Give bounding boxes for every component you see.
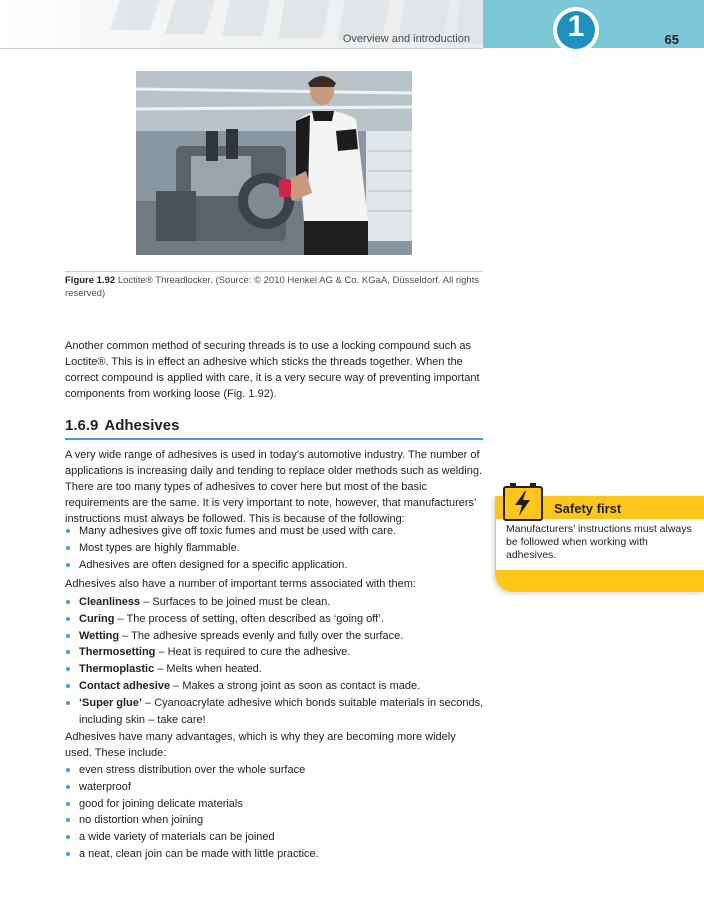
term: Thermoplastic: [79, 663, 155, 676]
term: ‘Super glue’: [79, 696, 142, 709]
terms-list: [65, 594, 485, 728]
list-item: [65, 678, 485, 695]
term: Contact adhesive: [79, 679, 171, 692]
list-item: a neat, clean join can be made with little practice.: [65, 846, 485, 863]
figure-caption-text: Loctite® Threadlocker. (Source: © 2010 Henkel AG & Co. KGaA, Düsseldorf. All rights reserved): [65, 275, 480, 299]
warnings-list: [65, 523, 485, 573]
list-item: [65, 611, 485, 628]
term: Thermosetting: [79, 646, 156, 659]
list-item: [65, 644, 485, 661]
term: Curing: [79, 612, 115, 625]
terms-intro: Adhesives also have a number of important terms associated with them:: [65, 578, 416, 590]
term-definition: – The adhesive spreads evenly and fully over the surface.: [119, 629, 404, 642]
advantages-list: [65, 762, 485, 863]
term-definition: – Surfaces to be joined must be clean.: [140, 596, 331, 608]
chapter-number: 1: [567, 10, 585, 43]
list-item: Most types are highly flammable.: [65, 540, 485, 557]
term-definition: – Makes a strong joint as soon as contact is made.: [170, 679, 421, 692]
safety-title: Safety first: [554, 501, 622, 516]
list-item: [65, 594, 485, 611]
figure-photo-technician-engine: [136, 71, 412, 255]
term-definition: – The process of setting, often described as ‘going off’.: [114, 612, 384, 625]
list-item: no distortion when joining: [65, 812, 485, 829]
section-heading: [65, 417, 483, 440]
list-item: [65, 695, 485, 729]
list-item: Many adhesives give off toxic fumes and must be used with care.: [65, 523, 485, 540]
advantages-intro: Adhesives have many advantages, which is why they are becoming more widely used. These include:: [65, 731, 456, 759]
battery-lightning-icon: [503, 483, 543, 521]
header-rule: [0, 48, 483, 49]
list-item: even stress distribution over the whole surface: [65, 762, 485, 779]
list-item: [65, 628, 485, 645]
term-definition: – Heat is required to cure the adhesive.: [155, 646, 351, 659]
section-title: Adhesives: [104, 417, 180, 434]
intro-paragraph: Another common method of securing threads is to use a locking compound such as Loctite®. This is in effect an adhesive which sticks the threads together. When the correct compound is applied with care, it is a very secure way of preventing important components from working loose (Fig. 1.92).: [65, 340, 480, 400]
figure-caption: [65, 271, 483, 300]
list-item: [65, 661, 485, 678]
safety-text: Manufacturers’ instructions must always be followed when working with adhesives.: [506, 523, 692, 561]
figure-caption-label: Figure 1.92: [65, 275, 116, 286]
term-definition: – Melts when heated.: [154, 663, 262, 676]
running-head: Overview and introduction: [342, 33, 470, 45]
section-number: 1.6.9: [65, 417, 99, 434]
list-item: Adhesives are often designed for a specific application.: [65, 557, 485, 574]
list-item: a wide variety of materials can be joined: [65, 829, 485, 846]
term: Wetting: [79, 629, 120, 642]
safety-bottom-band: [496, 570, 704, 592]
term-definition: – Cyanoacrylate adhesive which bonds suitable materials in seconds, including skin – take care!: [79, 696, 484, 726]
section-paragraph: A very wide range of adhesives is used in today’s automotive industry. The number of applications is increasing daily and tending to replace older methods such as welding. There are too many types of adhesives to cover here but most of the basic requirements are the same. It is very important to note, however, that manufacturers’ instructions must always be followed. This is because of the following:: [65, 449, 483, 525]
page-number: 65: [664, 32, 679, 47]
list-item: waterproof: [65, 779, 485, 796]
list-item: good for joining delicate materials: [65, 796, 485, 813]
term: Cleanliness: [79, 596, 141, 608]
